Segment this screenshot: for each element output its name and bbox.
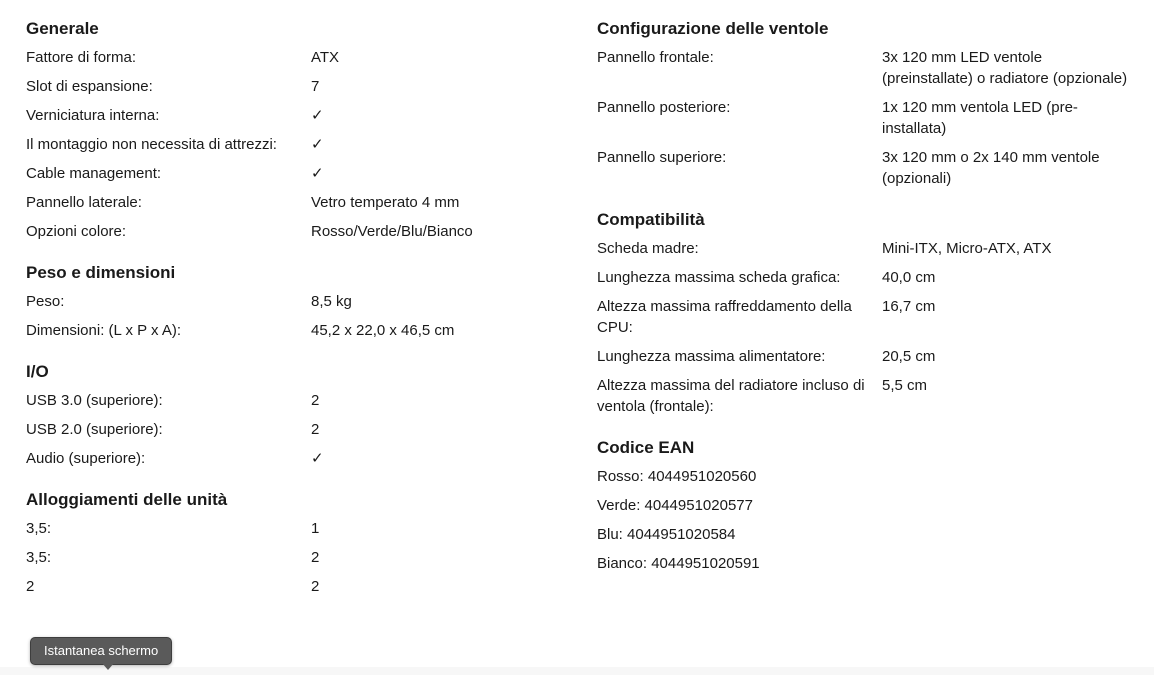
section-peso-dimensioni [26,262,566,341]
checkmark-icon: ✓ [311,107,324,124]
spec-label: Lunghezza massima scheda grafica: [597,269,841,286]
spec-value: 5,5 cm [882,377,928,394]
ean-line: Blu: 4044951020584 [597,526,736,543]
spec-row [26,221,566,242]
section-title: Compatibilità [597,210,705,229]
spec-label: 3,5: [26,520,52,537]
spec-row [26,390,566,411]
spec-row [26,448,566,469]
spec-row [26,105,566,126]
spec-row [597,238,1137,259]
spec-row [26,547,566,568]
section-title: Codice EAN [597,438,695,457]
spec-row [597,147,1137,189]
checkmark-icon: ✓ [311,136,324,153]
spec-row [597,47,1137,89]
spec-label: Il montaggio non necessita di attrezzi: [26,136,277,153]
ean-line: Bianco: 4044951020591 [597,555,760,572]
spec-label: Altezza massima del radiatore incluso di ventola (frontale): [597,377,865,415]
spec-value: 45,2 x 22,0 x 46,5 cm [311,322,455,339]
right-column [597,18,1137,594]
spec-label: Verniciatura interna: [26,107,160,124]
spec-row [597,375,1137,417]
spec-value: 20,5 cm [882,348,936,365]
spec-row [597,97,1137,139]
spec-label: Pannello posteriore: [597,99,731,116]
left-column [26,18,566,617]
spec-value: 3x 120 mm LED ventole (preinstallate) o radiatore (opzionale) [882,49,1128,87]
spec-label: Pannello frontale: [597,49,714,66]
spec-value: 1x 120 mm ventola LED (pre-installata) [882,99,1078,137]
spec-row [597,296,1137,338]
section-io [26,361,566,469]
tooltip-arrow-icon [102,663,114,670]
section-title: I/O [26,362,49,381]
screenshot-tooltip: Istantanea schermo [30,637,172,665]
section-title: Generale [26,19,99,38]
spec-row [26,419,566,440]
section-title: Configurazione delle ventole [597,19,829,38]
spec-value: Rosso/Verde/Blu/Bianco [311,223,473,240]
section-alloggiamenti [26,489,566,597]
checkmark-icon: ✓ [311,165,324,182]
spec-label: Scheda madre: [597,240,699,257]
spec-row [597,267,1137,288]
section-ean [597,437,1137,574]
spec-value: 2 [311,392,320,409]
spec-value: 40,0 cm [882,269,936,286]
spec-label: Pannello laterale: [26,194,142,211]
spec-label: Dimensioni: (L x P x A): [26,322,182,339]
spec-value: 2 [311,578,320,595]
spec-row [26,47,566,68]
spec-label: Cable management: [26,165,162,182]
spec-label: 3,5: [26,549,52,566]
spec-label: USB 2.0 (superiore): [26,421,163,438]
spec-value: 3x 120 mm o 2x 140 mm ventole (opzionali) [882,149,1100,187]
bottom-edge [0,667,1154,675]
spec-row [26,134,566,155]
spec-label: Audio (superiore): [26,450,146,467]
spec-value: 2 [311,421,320,438]
ean-line: Rosso: 4044951020560 [597,468,757,485]
spec-label: Fattore di forma: [26,49,137,66]
section-title: Alloggiamenti delle unità [26,490,228,509]
spec-row [597,346,1137,367]
spec-row [26,76,566,97]
spec-value: 1 [311,520,320,537]
spec-row [26,192,566,213]
section-compatibilita [597,209,1137,417]
spec-row [26,163,566,184]
spec-row [26,518,566,539]
spec-label: Slot di espansione: [26,78,153,95]
spec-label: Opzioni colore: [26,223,127,240]
spec-label: 2 [26,578,35,595]
spec-row [26,320,566,341]
section-generale [26,18,566,242]
section-title: Peso e dimensioni [26,263,176,282]
spec-value: Mini-ITX, Micro-ATX, ATX [882,240,1052,257]
ean-line: Verde: 4044951020577 [597,497,753,514]
spec-value: 16,7 cm [882,298,936,315]
spec-label: USB 3.0 (superiore): [26,392,163,409]
checkmark-icon: ✓ [311,450,324,467]
spec-row [26,576,566,597]
spec-value: 8,5 kg [311,293,352,310]
spec-value: Vetro temperato 4 mm [311,194,460,211]
spec-row [26,291,566,312]
section-ventole [597,18,1137,189]
spec-value: 2 [311,549,320,566]
spec-label: Pannello superiore: [597,149,727,166]
spec-label: Altezza massima raffreddamento della CPU: [597,298,852,336]
spec-value: ATX [311,49,340,66]
spec-value: 7 [311,78,320,95]
spec-label: Peso: [26,293,65,310]
spec-label: Lunghezza massima alimentatore: [597,348,826,365]
